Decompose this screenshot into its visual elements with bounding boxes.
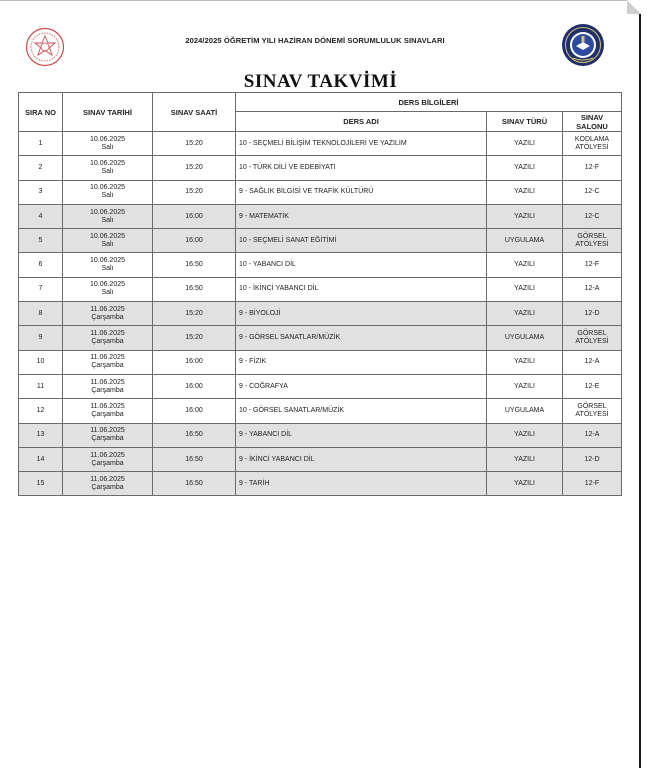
exam-room: 12-A <box>563 423 622 447</box>
exam-date-cell <box>63 253 153 277</box>
row-number: 13 <box>19 423 63 447</box>
exam-time: 16:50 <box>153 423 236 447</box>
lesson-name: 9 - COĞRAFYA <box>236 374 487 398</box>
exam-date: 11.06.2025 <box>90 402 125 410</box>
table-row <box>19 204 622 228</box>
exam-room: 12-C <box>563 204 622 228</box>
table-row <box>19 423 622 447</box>
exam-room: GÖRSEL ATÖLYESİ <box>563 399 622 423</box>
header-sinav-salonu: SINAV SALONU <box>563 112 622 132</box>
row-number: 10 <box>19 350 63 374</box>
exam-day: Salı <box>101 289 114 297</box>
exam-date-cell <box>63 132 153 156</box>
exam-date: 11.06.2025 <box>90 427 125 435</box>
lesson-name: 10 - İKİNCİ YABANCI DİL <box>236 277 487 301</box>
table-row <box>19 326 622 350</box>
exam-day: Salı <box>101 167 114 175</box>
exam-type: YAZILI <box>487 204 563 228</box>
table-row <box>19 374 622 398</box>
exam-date-cell <box>63 399 153 423</box>
row-number: 1 <box>19 132 63 156</box>
exam-date-cell <box>63 350 153 374</box>
exam-room: 12-F <box>563 472 622 496</box>
lesson-name: 10 - TÜRK DİLİ VE EDEBİYATI <box>236 156 487 180</box>
row-number: 15 <box>19 472 63 496</box>
exam-date: 11.06.2025 <box>90 354 125 362</box>
exam-day: Çarşamba <box>91 459 124 467</box>
exam-room: 12-F <box>563 156 622 180</box>
row-number: 11 <box>19 374 63 398</box>
lesson-name: 9 - SAĞLIK BİLGİSİ VE TRAFİK KÜLTÜRÜ <box>236 180 487 204</box>
exam-type: YAZILI <box>487 277 563 301</box>
exam-date: 11.06.2025 <box>90 475 125 483</box>
exam-time: 15:20 <box>153 156 236 180</box>
exam-time: 16:50 <box>153 277 236 301</box>
exam-type: YAZILI <box>487 447 563 471</box>
exam-time: 16:00 <box>153 374 236 398</box>
exam-day: Çarşamba <box>91 410 124 418</box>
document-title: SINAV TAKVİMİ <box>243 71 398 92</box>
exam-type: YAZILI <box>487 180 563 204</box>
exam-room: 12-A <box>563 277 622 301</box>
header-sinav-tarihi: SINAV TARİHİ <box>63 93 153 132</box>
exam-date-cell <box>63 156 153 180</box>
exam-date: 11.06.2025 <box>90 305 125 313</box>
row-number: 3 <box>19 180 63 204</box>
exam-date: 11.06.2025 <box>90 378 125 386</box>
lesson-name: 10 - SEÇMELİ BİLİŞİM TEKNOLOJİLERİ VE YAZILIM <box>236 132 487 156</box>
exam-schedule-table <box>18 92 622 496</box>
exam-type: YAZILI <box>487 350 563 374</box>
lesson-name: 9 - BİYOLOJİ <box>236 302 487 326</box>
meb-seal-icon <box>25 27 65 67</box>
exam-day: Çarşamba <box>91 483 124 491</box>
exam-date: 10.06.2025 <box>89 159 126 167</box>
exam-time: 16:50 <box>153 253 236 277</box>
lesson-name: 9 - TARİH <box>236 472 487 496</box>
row-number: 2 <box>19 156 63 180</box>
exam-room: KODLAMA ATÖLYESİ <box>563 132 622 156</box>
exam-type: UYGULAMA <box>487 326 563 350</box>
exam-date: 10.06.2025 <box>89 184 126 192</box>
lesson-name: 9 - İKİNCİ YABANCI DİL <box>236 447 487 471</box>
exam-time: 15:20 <box>153 180 236 204</box>
row-number: 12 <box>19 399 63 423</box>
row-number: 14 <box>19 447 63 471</box>
exam-type: YAZILI <box>487 472 563 496</box>
exam-type: YAZILI <box>487 374 563 398</box>
page-fold-corner <box>627 0 641 14</box>
exam-date-cell <box>63 229 153 253</box>
header-ders-bilgileri: DERS BİLGİLERİ <box>236 93 622 112</box>
table-row <box>19 399 622 423</box>
header-sira-no: SIRA NO <box>19 93 63 132</box>
exam-day: Çarşamba <box>91 435 124 443</box>
table-row <box>19 156 622 180</box>
exam-time: 16:50 <box>153 472 236 496</box>
lesson-name: 9 - FİZİK <box>236 350 487 374</box>
lesson-name: 10 - SEÇMELİ SANAT EĞİTİMİ <box>236 229 487 253</box>
exam-day: Salı <box>101 265 114 273</box>
table-row <box>19 253 622 277</box>
lesson-name: 9 - MATEMATİK <box>236 204 487 228</box>
exam-type: YAZILI <box>487 423 563 447</box>
exam-time: 15:20 <box>153 326 236 350</box>
table-row <box>19 229 622 253</box>
exam-date: 11.06.2025 <box>90 451 125 459</box>
table-row <box>19 350 622 374</box>
exam-day: Çarşamba <box>91 386 124 394</box>
exam-time: 16:00 <box>153 399 236 423</box>
exam-day: Salı <box>101 143 114 151</box>
table-row <box>19 132 622 156</box>
row-number: 8 <box>19 302 63 326</box>
exam-room: 12-C <box>563 180 622 204</box>
exam-date-cell <box>63 277 153 301</box>
table-row <box>19 302 622 326</box>
exam-type: YAZILI <box>487 156 563 180</box>
table-row <box>19 447 622 471</box>
header-sinav-saati: SINAV SAATİ <box>153 93 236 132</box>
row-number: 5 <box>19 229 63 253</box>
table-row <box>19 180 622 204</box>
exam-time: 15:20 <box>153 132 236 156</box>
exam-day: Salı <box>101 240 114 248</box>
exam-day: Salı <box>101 216 114 224</box>
exam-room: 12-D <box>563 447 622 471</box>
table-row <box>19 277 622 301</box>
exam-time: 16:00 <box>153 350 236 374</box>
table-row <box>19 472 622 496</box>
row-number: 7 <box>19 277 63 301</box>
header-title: 2024/2025 ÖĞRETİM YILI HAZİRAN DÖNEMİ SORUMLULUK SINAVLARI <box>185 36 445 45</box>
exam-date-cell <box>63 447 153 471</box>
exam-time: 16:00 <box>153 204 236 228</box>
exam-type: YAZILI <box>487 132 563 156</box>
exam-date-cell <box>63 326 153 350</box>
exam-date: 11.06.2025 <box>90 330 125 338</box>
exam-date-cell <box>63 302 153 326</box>
school-emblem-icon <box>561 23 605 67</box>
exam-room: 12-E <box>563 374 622 398</box>
row-number: 9 <box>19 326 63 350</box>
header-ders-adi: DERS ADI <box>236 112 487 132</box>
exam-type: UYGULAMA <box>487 399 563 423</box>
exam-date-cell <box>63 423 153 447</box>
exam-type: YAZILI <box>487 253 563 277</box>
exam-date-cell <box>63 472 153 496</box>
exam-room: 12-F <box>563 253 622 277</box>
exam-day: Çarşamba <box>91 313 124 321</box>
exam-date-cell <box>63 204 153 228</box>
exam-room: GÖRSEL ATÖLYESİ <box>563 326 622 350</box>
exam-room: 12-A <box>563 350 622 374</box>
lesson-name: 10 - GÖRSEL SANATLAR/MÜZİK <box>236 399 487 423</box>
lesson-name: 9 - YABANCI DİL <box>236 423 487 447</box>
row-number: 6 <box>19 253 63 277</box>
exam-date: 10.06.2025 <box>89 208 126 216</box>
exam-date-cell <box>63 180 153 204</box>
exam-rows <box>19 132 622 496</box>
exam-time: 16:00 <box>153 229 236 253</box>
exam-time: 16:50 <box>153 447 236 471</box>
lesson-name: 10 - YABANCI DİL <box>236 253 487 277</box>
lesson-name: 9 - GÖRSEL SANATLAR/MÜZİK <box>236 326 487 350</box>
header-sinav-turu: SINAV TÜRÜ <box>487 112 563 132</box>
row-number: 4 <box>19 204 63 228</box>
exam-date: 10.06.2025 <box>89 257 126 265</box>
exam-date-cell <box>63 374 153 398</box>
exam-type: UYGULAMA <box>487 229 563 253</box>
exam-day: Çarşamba <box>91 338 124 346</box>
exam-room: GÖRSEL ATÖLYESİ <box>563 229 622 253</box>
exam-day: Salı <box>101 192 114 200</box>
exam-type: YAZILI <box>487 302 563 326</box>
exam-room: 12-D <box>563 302 622 326</box>
exam-date: 10.06.2025 <box>89 135 126 143</box>
exam-date: 10.06.2025 <box>89 281 126 289</box>
exam-date: 10.06.2025 <box>89 232 126 240</box>
exam-time: 15:20 <box>153 302 236 326</box>
exam-day: Çarşamba <box>91 362 124 370</box>
